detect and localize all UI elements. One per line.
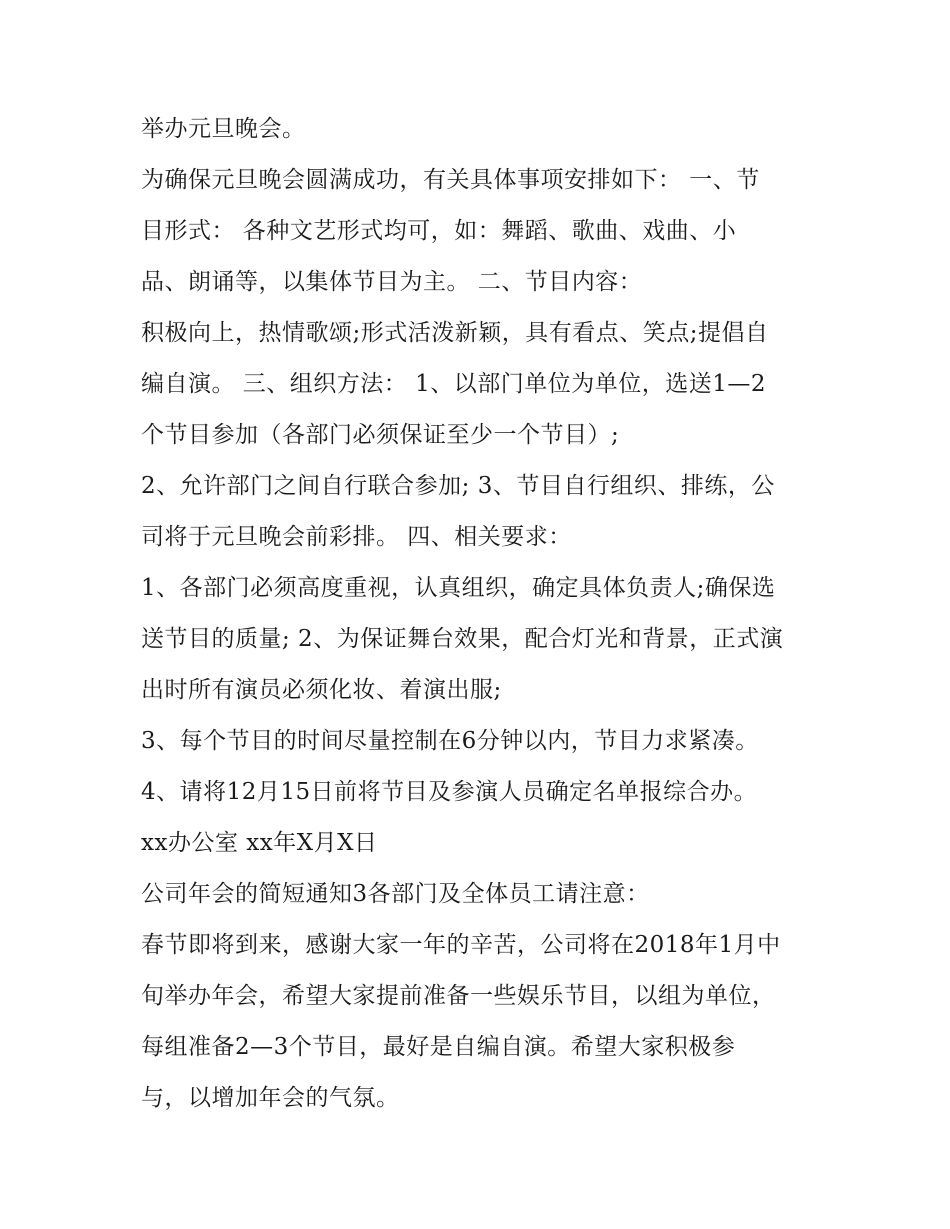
text-line: 公司年会的简短通知3各部门及全体员工请注意： xyxy=(141,881,650,907)
text-line: 为确保元旦晚会圆满成功，有关具体事项安排如下： 一、节 xyxy=(141,167,760,193)
text-line: 2、允许部门之间自行联合参加; 3、节目自行组织、排练，公 xyxy=(141,473,775,499)
signature-line: xx办公室 xx年X月X日 xyxy=(141,830,378,856)
text-line: 个节目参加（各部门必须保证至少一个节目）; xyxy=(141,422,620,448)
text-line: 司将于元旦晚会前彩排。 四、相关要求： xyxy=(141,524,572,550)
text-line: 送节目的质量; 2、为保证舞台效果，配合灯光和背景，正式演 xyxy=(141,626,784,652)
text-line: 积极向上，热情歌颂;形式活泼新颖，具有看点、笑点;提倡自 xyxy=(141,320,769,346)
text-line: 1、各部门必须高度重视，认真组织，确定具体负责人;确保选 xyxy=(141,575,776,601)
text-line: 编自演。 三、组织方法： 1、以部门单位为单位，选送1—2 xyxy=(141,371,767,397)
text-line: 目形式： 各种文艺形式均可，如：舞蹈、歌曲、戏曲、小 xyxy=(141,218,737,244)
text-line: 4、请将12月15日前将节目及参演人员确定名单报综合办。 xyxy=(141,779,758,805)
text-line: 旬举办年会，希望大家提前准备一些娱乐节目，以组为单位， xyxy=(141,983,776,1009)
text-line: 举办元旦晚会。 xyxy=(141,116,306,142)
text-line: 出时所有演员必须化妆、着演出服; xyxy=(141,677,502,703)
text-line: 3、每个节目的时间尽量控制在6分钟以内，节目力求紧凑。 xyxy=(141,728,759,754)
text-line: 品、朗诵等，以集体节目为主。 二、节目内容： xyxy=(141,269,643,295)
text-line: 每组准备2—3个节目，最好是自编自演。希望大家积极参 xyxy=(141,1034,736,1060)
text-line: 与，以增加年会的气氛。 xyxy=(141,1085,400,1111)
document-body xyxy=(141,104,841,1124)
text-line: 春节即将到来，感谢大家一年的辛苦，公司将在2018年1月中 xyxy=(141,932,781,958)
